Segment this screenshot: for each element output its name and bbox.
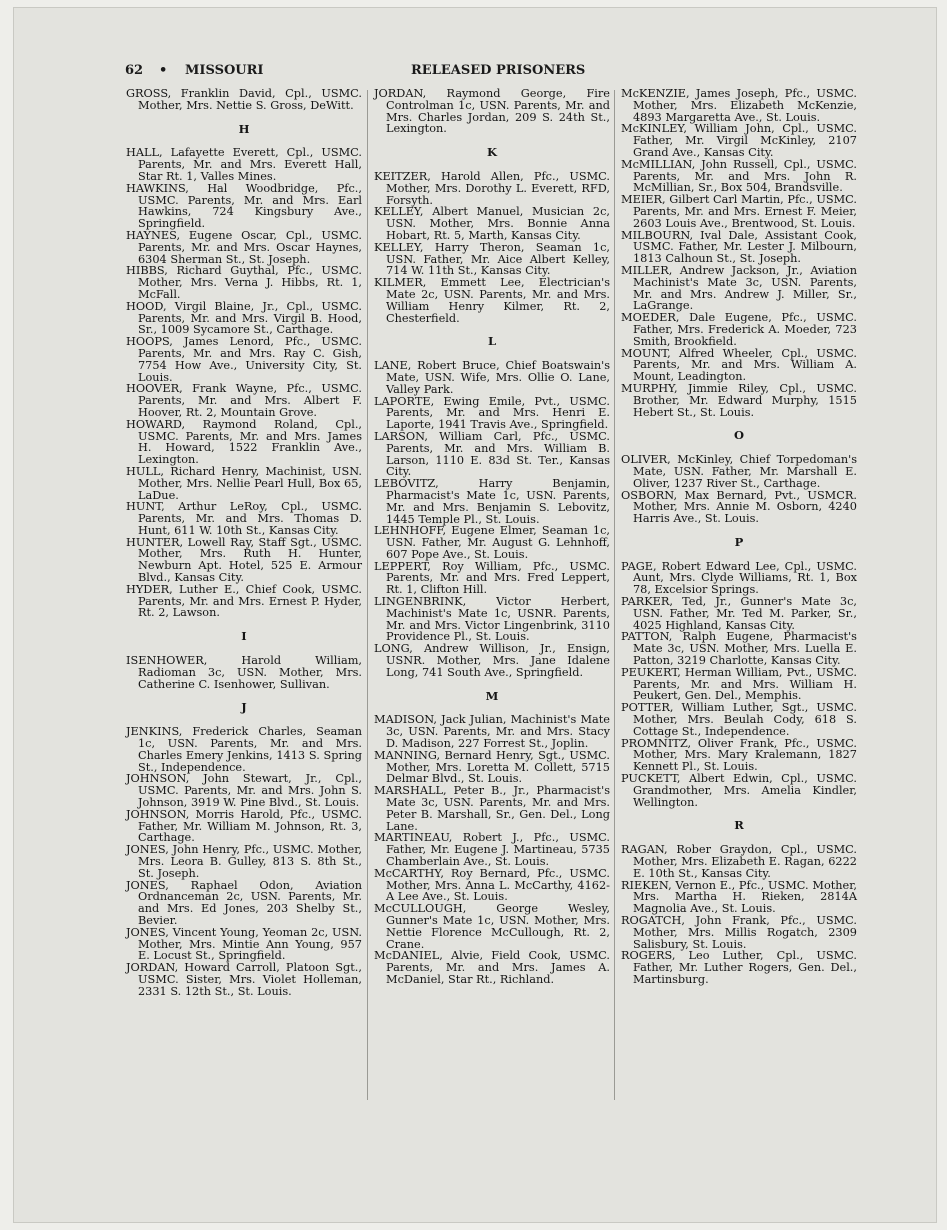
prisoner-entry: McCULLOUGH, George Wesley, Gunner's Mate 1c, USN. Mother, Mrs. Nettie Florence McCullough, Rt. 2, Crane. bbox=[374, 902, 610, 951]
prisoner-entry: PATTON, Ralph Eugene, Pharmacist's Mate 3c, USN. Mother, Mrs. Luella E. Patton, 3219 Charlotte, Kansas City. bbox=[621, 630, 857, 668]
section-letter: O bbox=[733, 428, 745, 443]
prisoner-entry: HOOD, Virgil Blaine, Jr., Cpl., USMC. Parents, Mr. and Mrs. Virgil B. Hood, Sr., 1009 Sycamore St., Carthage. bbox=[126, 299, 362, 337]
prisoner-entry: PAGE, Robert Edward Lee, Cpl., USMC. Aunt, Mrs. Clyde Williams, Rt. 1, Box 78, Excelsior Springs. bbox=[621, 559, 857, 597]
section-letter: M bbox=[485, 688, 499, 703]
prisoner-entry: MOEDER, Dale Eugene, Pfc., USMC. Father, Mrs. Frederick A. Moeder, 723 Smith, Brookfield. bbox=[621, 311, 857, 348]
section-letter: I bbox=[241, 629, 247, 644]
prisoner-entry: HALL, Lafayette Everett, Cpl., USMC. Parents, Mr. and Mrs. Everett Hall, Star Rt. 1, Valles Mines. bbox=[126, 146, 362, 183]
prisoner-entry: HUNT, Arthur LeRoy, Cpl., USMC. Parents, Mr. and Mrs. Thomas D. Hunt, 611 W. 10th St., Kansas City. bbox=[126, 500, 362, 537]
prisoner-entry: McKENZIE, James Joseph, Pfc., USMC. Mother, Mrs. Elizabeth McKenzie, 4893 Margaretta Ave., St. Louis. bbox=[621, 87, 857, 124]
prisoner-entry: LEPPERT, Roy William, Pfc., USMC. Parents, Mr. and Mrs. Fred Leppert, Rt. 1, Clifton Hill. bbox=[374, 559, 610, 597]
prisoner-entry: RIEKEN, Vernon E., Pfc., USMC. Mother, Mrs. Martha H. Rieken, 2814A Magnolia Ave., St. Louis. bbox=[621, 878, 857, 916]
prisoner-entry: HIBBS, Richard Guythal, Pfc., USMC. Mother, Mrs. Verna J. Hibbs, Rt. 1, McFall. bbox=[126, 264, 362, 301]
prisoner-entry: MILBOURN, Ival Dale, Assistant Cook, USMC. Father, Mr. Lester J. Milbourn, 1813 Calhoun St., St. Joseph. bbox=[621, 228, 857, 266]
prisoner-entry: HOWARD, Raymond Roland, Cpl., USMC. Parents, Mr. and Mrs. James H. Howard, 1522 Franklin Ave., Lexington. bbox=[126, 417, 362, 467]
prisoner-entry: PROMNITZ, Oliver Frank, Pfc., USMC. Mother, Mrs. Mary Kralemann, 1827 Kennett Pl., St. Louis. bbox=[621, 736, 857, 774]
prisoner-entry: HAYNES, Eugene Oscar, Cpl., USMC. Parents, Mr. and Mrs. Oscar Haynes, 6304 Sherman St., St. Joseph. bbox=[126, 228, 362, 266]
prisoner-entry: MADISON, Jack Julian, Machinist's Mate 3c, USN. Parents, Mr. and Mrs. Stacy D. Madison, 227 Forrest St., Joplin. bbox=[374, 713, 610, 751]
section-letter: R bbox=[734, 818, 744, 833]
state-name: MISSOURI bbox=[185, 63, 264, 78]
prisoner-entry: JORDAN, Howard Carroll, Platoon Sgt., USMC. Sister, Mrs. Violet Holleman, 2331 S. 12th St., St. Louis. bbox=[126, 961, 362, 998]
prisoner-entry: MANNING, Bernard Henry, Sgt., USMC. Mother, Mrs. Loretta M. Collett, 5715 Delmar Blvd., St. Louis. bbox=[374, 748, 610, 786]
prisoner-entry: OSBORN, Max Bernard, Pvt., USMCR. Mother, Mrs. Annie M. Osborn, 4240 Harris Ave., St. Louis. bbox=[621, 488, 857, 526]
prisoner-entry: LINGENBRINK, Victor Herbert, Machinist's Mate 1c, USNR. Parents, Mr. and Mrs. Victor Lingenbrink, 3110 Providence Pl., St. Louis. bbox=[374, 595, 610, 644]
page-title: RELEASED PRISONERS bbox=[411, 63, 586, 78]
prisoner-entry: JONES, Vincent Young, Yeoman 2c, USN. Mother, Mrs. Mintie Ann Young, 957 E. Locust St., Springfield. bbox=[126, 925, 362, 963]
prisoner-entry: ISENHOWER, Harold William, Radioman 3c, USN. Mother, Mrs. Catherine C. Isenhower, Sullivan. bbox=[126, 654, 362, 691]
prisoner-entry: PEUKERT, Herman William, Pvt., USMC. Parents, Mr. and Mrs. William H. Peukert, Gen. Del., Memphis. bbox=[621, 665, 857, 703]
column-divider bbox=[614, 90, 615, 1100]
prisoner-entry: GROSS, Franklin David, Cpl., USMC. Mother, Mrs. Nettie S. Gross, DeWitt. bbox=[126, 87, 362, 112]
column-2 bbox=[374, 88, 610, 986]
prisoner-entry: HOOPS, James Lenord, Pfc., USMC. Parents, Mr. and Mrs. Ray C. Gish, 7754 How Ave., University City, St. Louis. bbox=[126, 335, 362, 384]
prisoner-entry: HUNTER, Lowell Ray, Staff Sgt., USMC. Mother, Mrs. Ruth H. Hunter, Newburn Apt. Hotel, 525 E. Armour Blvd., Kansas City. bbox=[126, 535, 362, 585]
header-bullet: • bbox=[159, 63, 168, 78]
section-letter: K bbox=[487, 145, 497, 160]
prisoner-entry: KELLEY, Harry Theron, Seaman 1c, USN. Father, Mr. Aice Albert Kelley, 714 W. 11th St., Kansas City. bbox=[374, 240, 610, 278]
prisoner-entry: LARSON, William Carl, Pfc., USMC. Parents, Mr. and Mrs. William B. Larson, 1110 E. 83d St. Ter., Kansas City. bbox=[374, 429, 610, 479]
prisoner-entry: HULL, Richard Henry, Machinist, USN. Mother, Mrs. Nellie Pearl Hull, Box 65, LaDue. bbox=[126, 464, 362, 502]
prisoner-entry: ROGERS, Leo Luther, Cpl., USMC. Father, Mr. Luther Rogers, Gen. Del., Martinsburg. bbox=[621, 949, 857, 986]
prisoner-entry: OLIVER, McKinley, Chief Torpedoman's Mate, USN. Father, Mr. Marshall E. Oliver, 1237 River St., Carthage. bbox=[621, 453, 857, 490]
prisoner-entry: McMILLIAN, John Russell, Cpl., USMC. Parents, Mr. and Mrs. John R. McMillian, Sr., Box 504, Brandsville. bbox=[621, 157, 857, 195]
prisoner-entry: HAWKINS, Hal Woodbridge, Pfc., USMC. Parents, Mr. and Mrs. Earl Hawkins, 724 Kingsbury Ave., Springfield. bbox=[126, 181, 362, 231]
prisoner-entry: KILMER, Emmett Lee, Electrician's Mate 2c, USN. Parents, Mr. and Mrs. William Henry Kilmer, Rt. 2, Chesterfield. bbox=[374, 276, 610, 325]
prisoner-entry: KEITZER, Harold Allen, Pfc., USMC. Mother, Mrs. Dorothy L. Everett, RFD, Forsyth. bbox=[374, 169, 610, 207]
prisoner-entry: JORDAN, Raymond George, Fire Controlman 1c, USN. Parents, Mr. and Mrs. Charles Jordan, 209 S. 24th St., Lexington. bbox=[374, 87, 610, 136]
prisoner-entry: HOOVER, Frank Wayne, Pfc., USMC. Parents, Mr. and Mrs. Albert F. Hoover, Rt. 2, Mountain Grove. bbox=[126, 382, 362, 419]
prisoner-entry: KELLEY, Albert Manuel, Musician 2c, USN. Mother, Mrs. Bonnie Anna Hobart, Rt. 5, Marth, Kansas City. bbox=[374, 205, 610, 242]
prisoner-entry: ROGATCH, John Frank, Pfc., USMC. Mother, Mrs. Millis Rogatch, 2309 Salisbury, St. Louis. bbox=[621, 914, 857, 951]
prisoner-entry: MARTINEAU, Robert J., Pfc., USMC. Father, Mr. Eugene J. Martineau, 5735 Chamberlain Ave., St. Louis. bbox=[374, 831, 610, 869]
prisoner-entry: MOUNT, Alfred Wheeler, Cpl., USMC. Parents, Mr. and Mrs. William A. Mount, Leadington. bbox=[621, 346, 857, 384]
prisoner-entry: JONES, John Henry, Pfc., USMC. Mother, Mrs. Leora B. Gulley, 813 S. 8th St., St. Joseph. bbox=[126, 843, 362, 880]
prisoner-entry: MARSHALL, Peter B., Jr., Pharmacist's Mate 3c, USN. Parents, Mr. and Mrs. Peter B. Marshall, Sr., Gen. Del., Long Lane. bbox=[374, 784, 610, 833]
section-letter: J bbox=[241, 700, 247, 715]
section-letter: P bbox=[734, 534, 744, 549]
prisoner-entry: LEBOVITZ, Harry Benjamin, Pharmacist's Mate 1c, USN. Parents, Mr. and Mrs. Benjamin S. Lebovitz, 1445 Temple Pl., St. Louis. bbox=[374, 477, 610, 526]
prisoner-entry: PARKER, Ted, Jr., Gunner's Mate 3c, USN. Father, Mr. Ted M. Parker, Sr., 4025 Highland, Kansas City. bbox=[621, 595, 857, 632]
prisoner-entry: RAGAN, Rober Graydon, Cpl., USMC. Mother, Mrs. Elizabeth E. Ragan, 6222 E. 10th St., Kansas City. bbox=[621, 843, 857, 880]
prisoner-entry: MEIER, Gilbert Carl Martin, Pfc., USMC. Parents, Mr. and Mrs. Ernest F. Meier, 2603 Louis Ave., Brentwood, St. Louis. bbox=[621, 193, 857, 230]
prisoner-entry: JOHNSON, John Stewart, Jr., Cpl., USMC. Parents, Mr. and Mrs. John S. Johnson, 3919 W. Pine Blvd., St. Louis. bbox=[126, 772, 362, 810]
column-3 bbox=[621, 88, 857, 986]
prisoner-entry: McDANIEL, Alvie, Field Cook, USMC. Parents, Mr. and Mrs. James A. McDaniel, Star Rt., Richland. bbox=[374, 949, 610, 986]
prisoner-entry: PUCKETT, Albert Edwin, Cpl., USMC. Grandmother, Mrs. Amelia Kindler, Wellington. bbox=[621, 772, 857, 809]
section-letter: L bbox=[487, 334, 497, 349]
prisoner-entry: LEHNHOFF, Eugene Elmer, Seaman 1c, USN. Father, Mr. August G. Lehnhoff, 607 Pope Ave., St. Louis. bbox=[374, 524, 610, 561]
prisoner-entry: HYDER, Luther E., Chief Cook, USMC. Parents, Mr. and Mrs. Ernest P. Hyder, Rt. 2, Lawson. bbox=[126, 582, 362, 620]
prisoner-entry: LONG, Andrew Willison, Jr., Ensign, USNR. Mother, Mrs. Jane Idalene Long, 741 South Ave., Springfield. bbox=[374, 642, 610, 679]
page-header bbox=[125, 63, 855, 81]
prisoner-entry: POTTER, William Luther, Sgt., USMC. Mother, Mrs. Beulah Cody, 618 S. Cottage St., Independence. bbox=[621, 701, 857, 738]
prisoner-entry: MILLER, Andrew Jackson, Jr., Aviation Machinist's Mate 3c, USN. Parents, Mr. and Mrs. Andrew J. Miller, Sr., LaGrange. bbox=[621, 263, 857, 313]
prisoner-entry: LAPORTE, Ewing Emile, Pvt., USMC. Parents, Mr. and Mrs. Henri E. Laporte, 1941 Travis Ave., Springfield. bbox=[374, 394, 610, 432]
prisoner-entry: McKINLEY, William John, Cpl., USMC. Father, Mr. Virgil McKinley, 2107 Grand Ave., Kansas City. bbox=[621, 122, 857, 159]
column-divider bbox=[367, 90, 368, 1100]
prisoner-entry: MURPHY, Jimmie Riley, Cpl., USMC. Brother, Mr. Edward Murphy, 1515 Hebert St., St. Louis. bbox=[621, 381, 857, 419]
prisoner-entry: JENKINS, Frederick Charles, Seaman 1c, USN. Parents, Mr. and Mrs. Charles Emery Jenkins, 1413 S. Spring St., Independence. bbox=[126, 725, 362, 774]
prisoner-entry: JOHNSON, Morris Harold, Pfc., USMC. Father, Mr. William M. Johnson, Rt. 3, Carthage. bbox=[126, 807, 362, 845]
prisoner-entry: LANE, Robert Bruce, Chief Boatswain's Mate, USN. Wife, Mrs. Ollie O. Lane, Valley Park. bbox=[374, 359, 610, 396]
prisoner-entry: JONES, Raphael Odon, Aviation Ordnanceman 2c, USN. Parents, Mr. and Mrs. Ed Jones, 203 Shelby St., Bevier. bbox=[126, 878, 362, 927]
prisoner-entry: McCARTHY, Roy Bernard, Pfc., USMC. Mother, Mrs. Anna L. McCarthy, 4162-A Lee Ave., St. Louis. bbox=[374, 866, 610, 904]
column-1 bbox=[126, 88, 362, 998]
page-number: 62 bbox=[125, 63, 144, 78]
section-letter: H bbox=[238, 121, 250, 136]
